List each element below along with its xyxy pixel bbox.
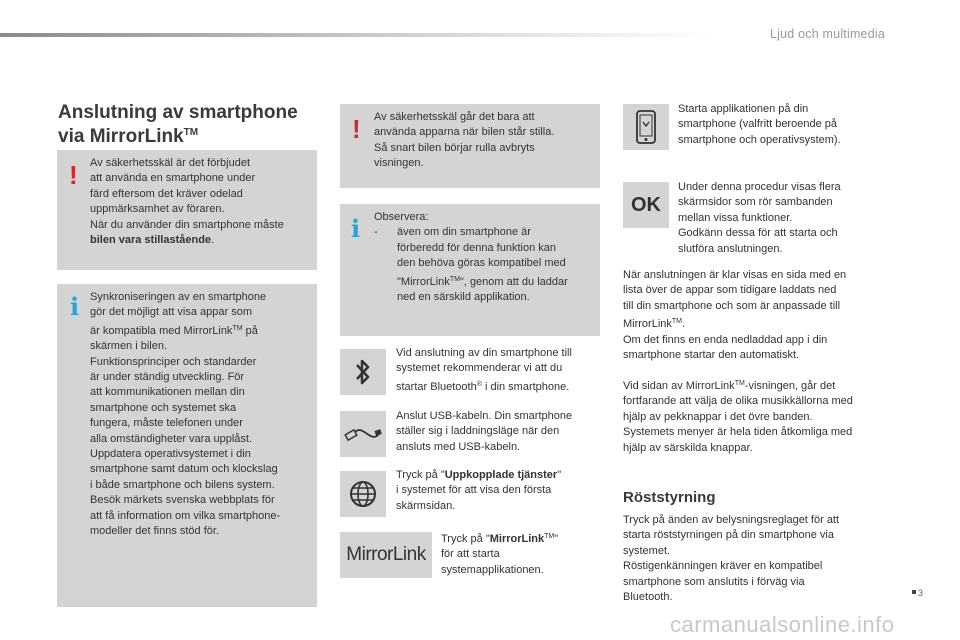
usb-cable-icon [340,411,386,457]
page-title: Anslutning av smartphone via MirrorLink™ [58,102,298,147]
watermark: carmanualsonline.info [670,612,895,637]
info-icon: i [70,292,80,321]
paragraph-connection-done: När anslutningen är klar visas en sida med en lista över de appar som tidigare laddats ned till din smartphone och som är anpassade till MirrorLink™. Om det finns en enda nedladdad app i din smartphone startar den automatiskt. [623,269,847,362]
paragraph-voice-control: Tryck på änden av belysningsreglaget för att starta röststyrningen på din smartphone via systemet. Röstigenkänningen kräver en kompatibel smartphone som anslutits i förväg via Bluetooth. [623,514,840,604]
mirrorlink-logo-icon: MirrorLink [340,532,432,578]
warning-box-mid: ! Av säkerhetsskäl går det bara att använda apparna när bilen står stilla. Så snart bilen börjar rulla avbryts visningen. [340,104,600,188]
exclamation-icon: ! [69,160,78,190]
smartphone-icon [623,104,669,150]
info-icon: i [351,214,361,243]
voice-control-heading: Röststyrning [623,489,716,506]
header-bar [0,33,720,37]
paragraph-music-sources: Vid sidan av MirrorLink™-visningen, går det fortfarande att välja de olika musikkällorna med hjälp av pekknappar i det övre banden. Systemets menyer är hela tiden åtkomliga med hjälp av särskilda knappar. [623,380,853,454]
warning-box-left: ! Av säkerhetsskäl är det förbjudet att använda en smartphone under färd eftersom det kräver odelad uppmärksamhet av föraren. När du använder din smartphone måste bilen vara stillastående. [57,150,317,270]
exclamation-icon: ! [352,114,361,144]
connected-services-icon [340,471,386,517]
info-box-left: i Synkroniseringen av en smartphone gör det möjligt att visa appar som är kompatibla med MirrorLink™ på skärmen i bilen. Funktionsprinciper och standarder är under ständig utveckling. För att kommunikationen mellan din smartphone och systemet ska fungera, måste telefonen under alla omständigheter vara upplåst. Uppdatera operativsystemet i din smartphone samt datum och klockslag i både smartphone och bilens system. Besök märkets svenska webbplats för att få information om vilka smartphone- modeller det finns stöd för. [57,284,317,607]
ok-button-icon: OK [623,182,669,228]
bluetooth-icon [340,349,386,395]
info-box-mid: i Observera: - även om din smartphone är förberedd för denna funktion kan den behöva göras kompatibel med "MirrorLink™", genom att du laddar ned en särskild applikation. [340,204,600,336]
page-number: 3 [918,588,924,598]
section-title: Ljud och multimedia [770,27,885,41]
